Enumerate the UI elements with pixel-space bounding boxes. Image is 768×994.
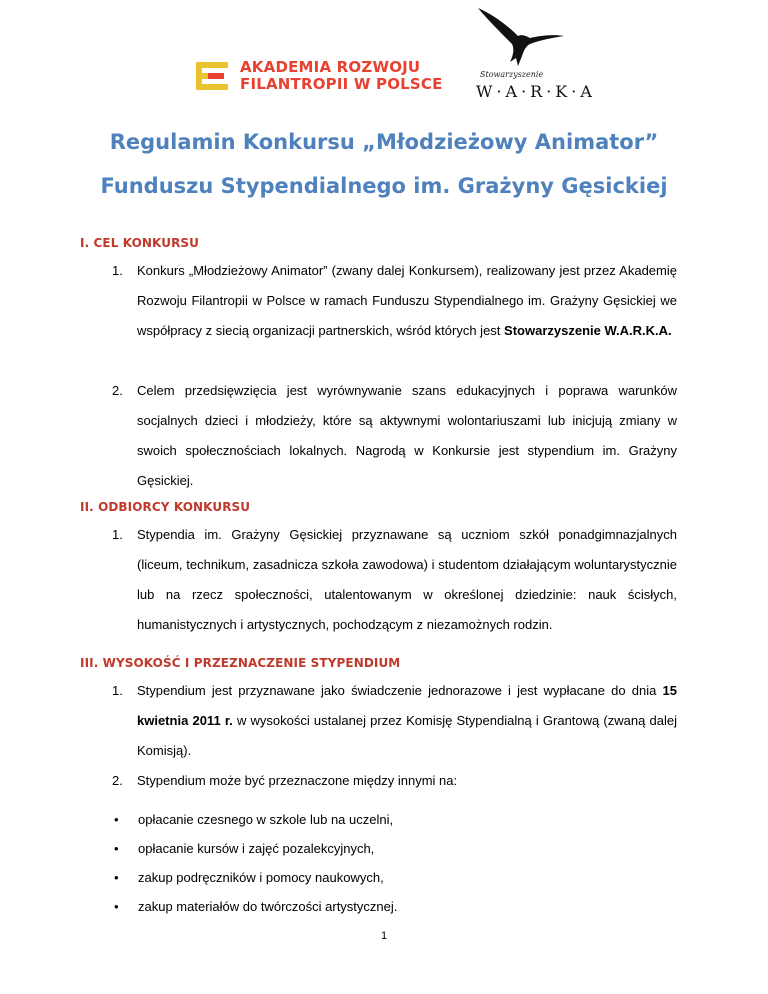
bullet-text: zakup materiałów do twórczości artystycznej.	[138, 899, 398, 914]
section-2-item-1	[112, 520, 677, 640]
section-3-item-2	[112, 766, 677, 796]
warka-logo	[470, 6, 596, 102]
item-text	[137, 256, 677, 346]
bird-icon	[470, 6, 566, 70]
section-3-item-1	[112, 676, 677, 766]
bullet-icon: •	[114, 899, 119, 914]
item-text	[137, 676, 677, 766]
akademia-logo	[194, 58, 443, 98]
bullet-icon: •	[114, 870, 119, 885]
akademia-logo-mark-icon	[194, 60, 230, 92]
document-title-line1: Regulamin Konkursu „Młodzieżowy Animator”	[109, 130, 659, 154]
warka-logo-small-text: Stowarzyszenie	[480, 70, 544, 79]
page-number: 1	[380, 930, 388, 942]
item-text-plain: Konkurs „Młodzieżowy Animator” (zwany dalej Konkursem), realizowany jest przez Akademię Rozwoju Filantropii w Polsce w ramach Funduszu Stypendialnego im. Grażyny Gęsickiej we współpracy z siecią organizacji partnerskich, wśród których jest	[137, 263, 677, 338]
section-heading-odbiorcy: II. ODBIORCY KONKURSU	[80, 500, 251, 514]
item-number: 2.	[112, 383, 123, 398]
section-1-item-1	[112, 256, 677, 346]
item-text: Stypendia im. Grażyny Gęsickiej przyznawane są uczniom szkół ponadgimnazjalnych (liceum, technikum, zasadnicza szkoła zawodowa) i studentom działającym woluntarystycznie lub na rzecz społeczności, utalentowanym w określonej dziedzinie: nauk ścisłych, humanistycznych i artystycznych, pochodzącym z niezamożnych rodzin.	[137, 527, 677, 632]
item-text: Stypendium może być przeznaczone między innymi na:	[137, 773, 458, 788]
bullet-text: opłacanie kursów i zajęć pozalekcyjnych,	[138, 841, 375, 856]
section-heading-wysokosc: III. WYSOKOŚĆ I PRZEZNACZENIE STYPENDIUM	[80, 656, 401, 670]
item-number: 1.	[112, 683, 123, 698]
warka-logo-big-text: W·A·R·K·A	[476, 82, 596, 101]
bullet-icon: •	[114, 841, 119, 856]
section-heading-cel: I. CEL KONKURSU	[80, 236, 199, 250]
item-text-bold: 15 kwietnia 2011 r.	[137, 683, 677, 728]
bullet-icon: •	[114, 812, 119, 827]
bullet-text: zakup podręczników i pomocy naukowych,	[138, 870, 384, 885]
item-text-after: w wysokości ustalanej przez Komisję Stypendialną i Grantową (zwaną dalej Komisją).	[137, 713, 677, 758]
item-text: Celem przedsięwzięcia jest wyrównywanie szans edukacyjnych i poprawa warunków socjalnych dzieci i młodzieży, które są aktywnymi wolontariuszami lub inicjują zmiany w swoich społecznościach lokalnych. Nagrodą w Konkursie jest stypendium im. Grażyny Gęsickiej.	[137, 383, 677, 488]
akademia-logo-line2: FILANTROPII W POLSCE	[240, 75, 443, 93]
item-text-bold: Stowarzyszenie W.A.R.K.A.	[504, 323, 672, 338]
bullet-text: opłacanie czesnego w szkole lub na uczelni,	[138, 812, 394, 827]
item-text-before: Stypendium jest przyznawane jako świadczenie jednorazowe i jest wypłacane do dnia	[137, 683, 663, 698]
akademia-logo-line1: AKADEMIA ROZWOJU	[240, 58, 421, 76]
section-1-item-2	[112, 376, 677, 496]
document-title-line2: Funduszu Stypendialnego im. Grażyny Gęsickiej	[100, 174, 668, 198]
item-number: 1.	[112, 263, 123, 278]
item-number: 1.	[112, 527, 123, 542]
item-number: 2.	[112, 773, 123, 788]
